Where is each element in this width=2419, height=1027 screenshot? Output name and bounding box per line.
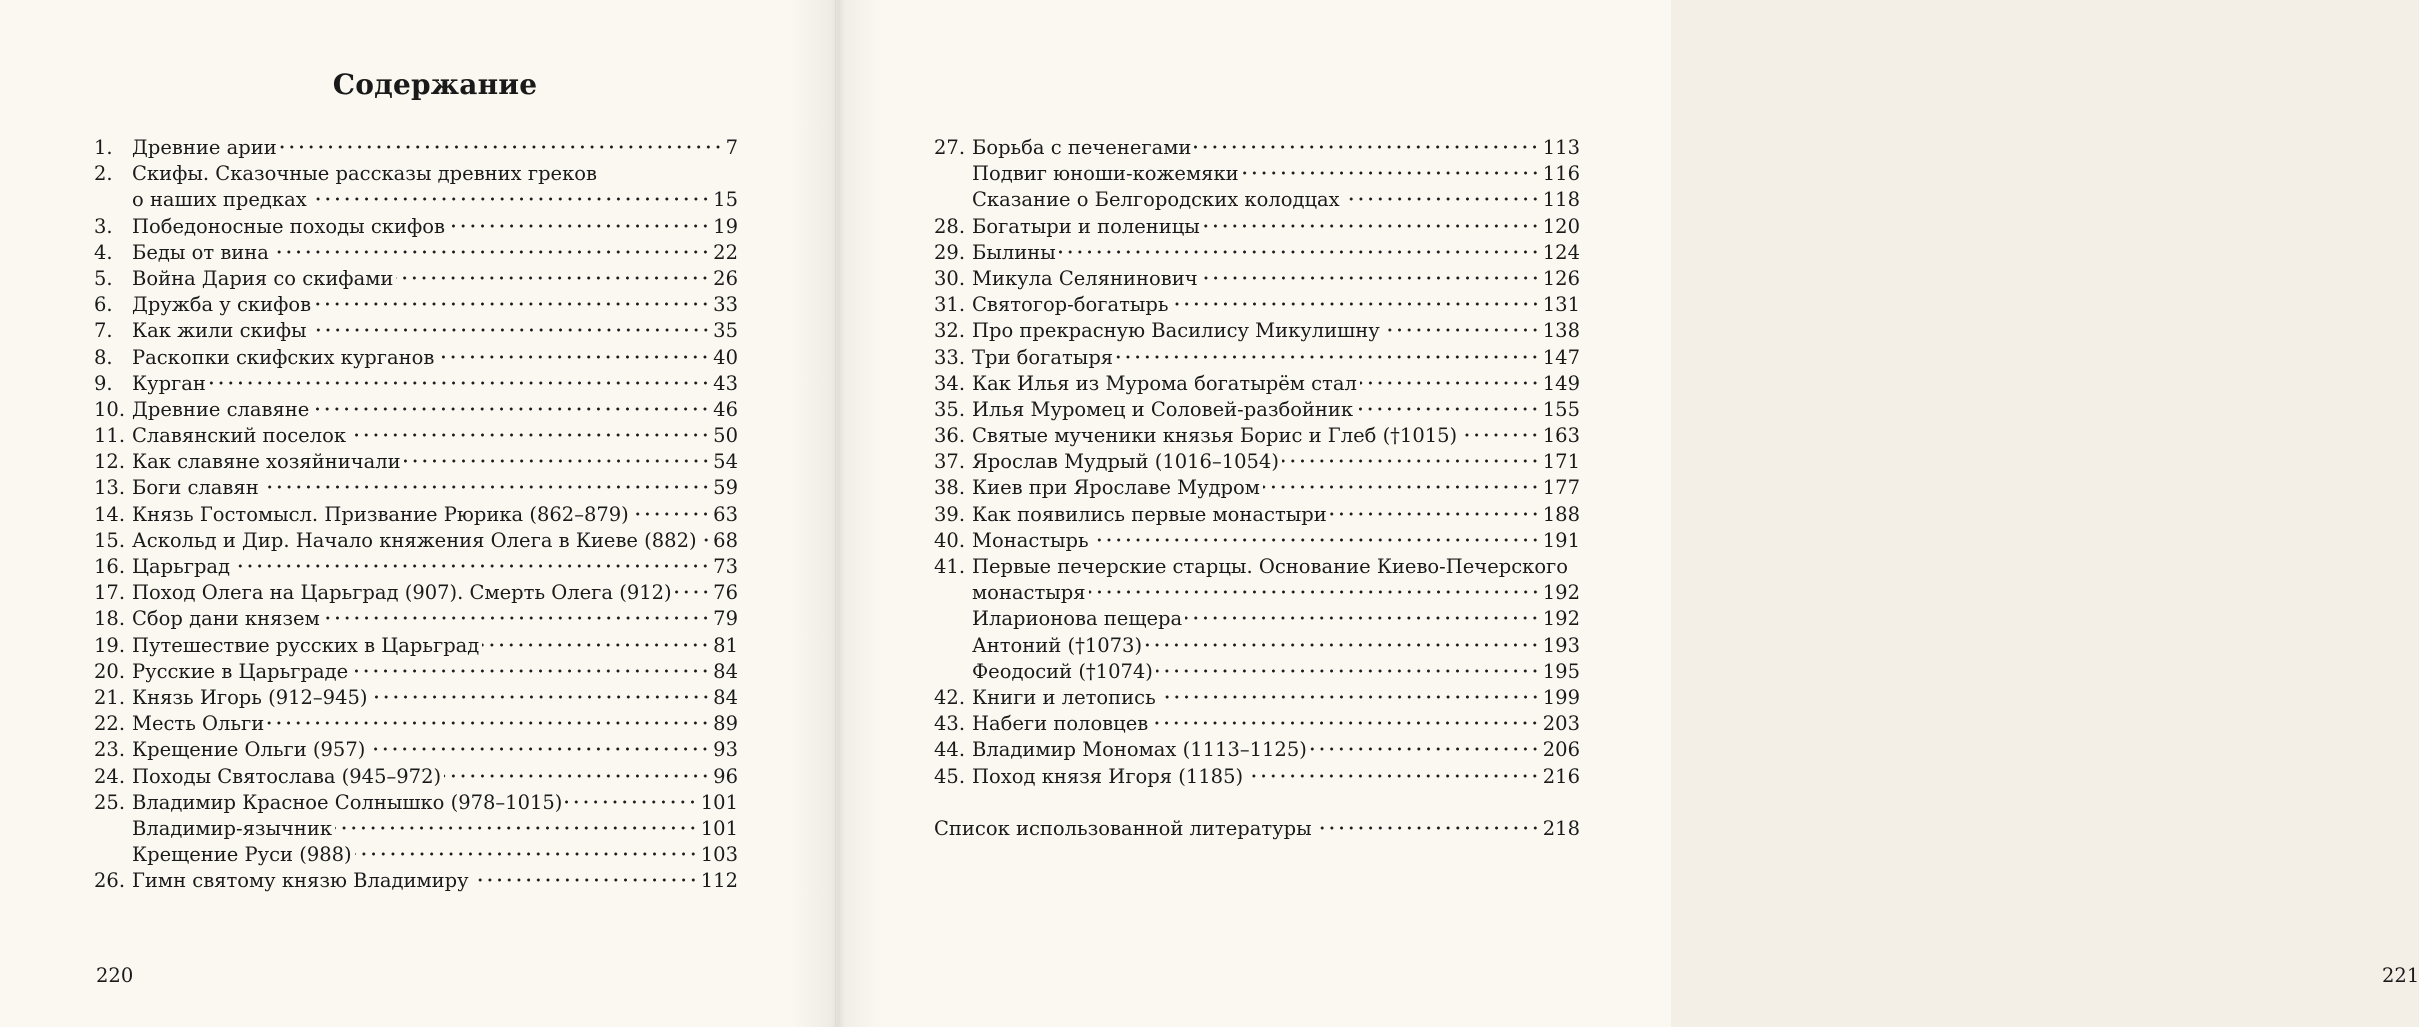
toc-entry-title: Богатыри и поленицы	[972, 214, 1200, 238]
toc-entry	[94, 475, 738, 501]
toc-entry-title: Книги и летопись	[972, 685, 1156, 709]
toc-entry-title: Боги славян	[132, 476, 259, 500]
toc-entry	[94, 554, 738, 580]
toc-entry	[934, 580, 1580, 606]
dot-leader	[349, 433, 710, 437]
toc-entry-number: 34.	[934, 371, 966, 395]
toc-entry-title: Борьба с печенегами	[972, 136, 1192, 159]
toc-entry-page: 195	[1542, 659, 1580, 683]
toc-entry-page: 84	[713, 659, 738, 683]
dot-leader	[472, 878, 698, 882]
toc-entry-number: 24.	[94, 764, 126, 788]
dot-leader	[632, 512, 710, 516]
dot-leader	[565, 800, 697, 804]
toc-entry-title: Как появились первые монастыри	[972, 502, 1327, 526]
toc-entry	[934, 187, 1580, 213]
toc-entry	[94, 764, 738, 790]
toc-entry-title: Владимир-язычник	[132, 816, 333, 840]
toc-entry-page: 63	[713, 502, 738, 526]
dot-leader	[1172, 302, 1540, 306]
toc-entry	[934, 318, 1580, 344]
toc-entry-title: Сказание о Белгородских колодцах	[972, 188, 1340, 212]
toc-entry	[94, 633, 738, 659]
dot-leader	[312, 407, 710, 411]
toc-entry-number: 14.	[94, 502, 126, 526]
dot-leader	[368, 747, 710, 751]
toc-entry-page: 103	[700, 843, 738, 867]
toc-entry-page: 155	[1542, 397, 1580, 421]
toc-entry	[94, 318, 738, 344]
toc-entry-page: 203	[1542, 712, 1580, 736]
toc-entry	[934, 371, 1580, 397]
toc-entry	[934, 554, 1580, 580]
toc-entry-title: Киев при Ярославе Мудром	[972, 476, 1260, 500]
toc-entry-title: Три богатыря	[972, 345, 1114, 369]
dot-leader	[1203, 224, 1540, 228]
toc-entry-number: 9.	[94, 371, 113, 395]
toc-entry-page: 96	[713, 764, 738, 788]
dot-leader	[1343, 197, 1540, 201]
toc-entry-title: Путешествие русских в Царьград	[132, 633, 480, 657]
dot-leader	[1089, 590, 1540, 594]
dot-leader	[1116, 355, 1540, 359]
dot-leader	[1315, 826, 1540, 830]
toc-entry	[94, 502, 738, 528]
toc-entry-title: Былины	[972, 240, 1056, 264]
toc-entry-page: 59	[713, 476, 738, 500]
toc-entry-title: о наших предках	[132, 188, 307, 212]
toc-list-left	[94, 135, 738, 894]
toc-entry-page: 40	[713, 345, 738, 369]
toc-entry	[934, 135, 1580, 161]
toc-entry-page: 147	[1542, 345, 1580, 369]
dot-leader	[482, 643, 710, 647]
toc-entry	[94, 345, 738, 371]
toc-entry-title: монастыря	[972, 581, 1086, 605]
dot-leader	[1185, 616, 1540, 620]
toc-entry-title: Раскопки скифских курганов	[132, 345, 435, 369]
toc-entry	[934, 764, 1580, 790]
toc-entry-number: 15.	[94, 528, 126, 552]
toc-entry-page: 7	[725, 136, 738, 159]
toc-entry-title: Древние арии	[132, 136, 277, 159]
toc-entry-page: 120	[1542, 214, 1580, 238]
toc-entry	[934, 659, 1580, 685]
toc-entry-title: Список использованной литературы	[934, 816, 1312, 840]
toc-entry-page: 46	[713, 397, 738, 421]
dot-leader	[700, 538, 711, 542]
toc-entry	[94, 423, 738, 449]
left-page	[0, 0, 835, 1027]
toc-entry-title: Илья Муромец и Соловей-разбойник	[972, 397, 1354, 421]
toc-entry-page: 43	[713, 371, 738, 395]
toc-entry	[94, 659, 738, 685]
toc-entry-number: 6.	[94, 293, 113, 317]
toc-entry	[94, 790, 738, 816]
toc-entry-number: 30.	[934, 266, 966, 290]
toc-entry-page: 138	[1542, 319, 1580, 343]
toc-entry	[94, 868, 738, 894]
toc-entry-number: 33.	[934, 345, 966, 369]
toc-entry-number: 31.	[934, 293, 966, 317]
toc-entry-page: 177	[1542, 476, 1580, 500]
toc-entry	[934, 423, 1580, 449]
toc-entry-number: 29.	[934, 240, 966, 264]
toc-entry	[94, 580, 738, 606]
toc-entry	[934, 711, 1580, 737]
dot-leader	[310, 197, 710, 201]
page-number-right: 221	[2382, 964, 2419, 987]
dot-leader	[437, 355, 710, 359]
toc-entry-page: 188	[1542, 502, 1580, 526]
toc-entry-title: Про прекрасную Василису Микулишну	[972, 319, 1380, 343]
toc-entry	[934, 606, 1580, 632]
dot-leader	[310, 328, 711, 332]
toc-entry-number: 16.	[94, 555, 126, 578]
toc-entry-number: 12.	[94, 450, 126, 474]
toc-entry-page: 35	[713, 319, 738, 343]
toc-entry-number: 7.	[94, 319, 113, 343]
toc-entry-page: 73	[713, 555, 738, 578]
toc-entry-title: Скифы. Сказочные рассказы древних греков	[132, 162, 598, 186]
dot-leader	[1360, 381, 1540, 385]
toc-entry-title: Как славяне хозяйничали	[132, 450, 401, 474]
dot-leader	[1201, 276, 1540, 280]
toc-entry-page: 118	[1542, 188, 1580, 212]
toc-entry	[94, 397, 738, 423]
toc-entry-title: Владимир Мономах (1113–1125)	[972, 738, 1307, 762]
dot-leader	[1330, 512, 1540, 516]
toc-entry-number: 4.	[94, 240, 113, 264]
toc-entry-title: Ярослав Мудрый (1016–1054)	[972, 450, 1279, 474]
toc-entry-title: Славянский поселок	[132, 424, 347, 448]
toc-entry-page: 15	[713, 188, 738, 212]
toc-entry-number: 21.	[94, 685, 126, 709]
spacer	[934, 790, 1580, 816]
toc-entry-number: 40.	[934, 528, 966, 552]
toc-entry-number: 38.	[934, 476, 966, 500]
toc-entry-number: 19.	[94, 633, 126, 657]
dot-leader	[1145, 643, 1540, 647]
toc-entry-title: Курган	[132, 371, 206, 395]
toc-entry-number: 17.	[94, 581, 126, 605]
dot-leader	[396, 276, 710, 280]
toc-entry	[94, 292, 738, 318]
toc-entry-title: Антоний (†1073)	[972, 633, 1143, 657]
toc-entry-title: Набеги половцев	[972, 712, 1149, 736]
dot-leader	[1194, 145, 1539, 149]
toc-entry-page: 50	[713, 424, 738, 448]
toc-entry-number: 10.	[94, 397, 126, 421]
toc-entry-title: Гимн святому князю Владимиру	[132, 869, 469, 893]
toc-entry-title: Крещение Ольги (957)	[132, 738, 366, 762]
toc-entry-title: Победоносные походы скифов	[132, 214, 445, 238]
dot-leader	[335, 826, 698, 830]
dot-leader	[209, 381, 710, 385]
toc-entry-title: Царьград	[132, 555, 231, 578]
dot-leader	[323, 616, 710, 620]
toc-entry-page: 112	[700, 869, 738, 893]
toc-entry	[934, 449, 1580, 475]
toc-entry-page: 206	[1542, 738, 1580, 762]
toc-entry	[934, 266, 1580, 292]
toc-entry-page: 199	[1542, 685, 1580, 709]
toc-entry-title: Иларионова пещера	[972, 607, 1183, 631]
dot-leader	[444, 774, 710, 778]
dot-leader	[267, 721, 710, 725]
toc-entry-title: Феодосий (†1074)	[972, 659, 1153, 683]
toc-entry-page: 101	[700, 790, 738, 814]
toc-entry-page: 216	[1542, 764, 1580, 788]
toc-entry-page: 218	[1542, 816, 1580, 840]
dot-leader	[404, 459, 711, 463]
toc-entry	[934, 161, 1580, 187]
toc-entry-page: 89	[713, 712, 738, 736]
dot-leader	[1242, 171, 1540, 175]
toc-entry-number: 23.	[94, 738, 126, 762]
toc-entry	[94, 606, 738, 632]
toc-entry-page: 81	[713, 633, 738, 657]
toc-entry-number: 8.	[94, 345, 113, 369]
dot-leader	[1460, 433, 1540, 437]
toc-entry-page: 93	[713, 738, 738, 762]
toc-entry-page: 68	[713, 528, 738, 552]
toc-entry-page: 149	[1542, 371, 1580, 395]
toc-entry-page: 192	[1542, 581, 1580, 605]
toc-entry-number: 42.	[934, 685, 966, 709]
dot-leader	[675, 590, 711, 594]
dot-leader	[351, 669, 710, 673]
toc-entry-title: Русские в Царьграде	[132, 659, 349, 683]
toc-entry-page: 54	[713, 450, 738, 474]
toc-entry	[934, 502, 1580, 528]
toc-entry-title: Первые печерские старцы. Основание Киево-Печерского	[972, 555, 1569, 578]
toc-entry-number: 11.	[94, 424, 126, 448]
toc-entry	[934, 345, 1580, 371]
toc-entry-page: 192	[1542, 607, 1580, 631]
dot-leader	[1059, 250, 1540, 254]
toc-entry-title: Поход князя Игоря (1185)	[972, 764, 1244, 788]
dot-leader	[1356, 407, 1540, 411]
toc-entry-number: 22.	[94, 712, 126, 736]
toc-entry-title: Как Илья из Мурома богатырём стал	[972, 371, 1357, 395]
toc-entry	[94, 842, 738, 868]
dot-leader	[1282, 459, 1540, 463]
toc-entry-page: 33	[713, 293, 738, 317]
dot-leader	[1156, 669, 1540, 673]
toc-entry-title: Крещение Руси (988)	[132, 843, 352, 867]
toc-entry-number: 2.	[94, 162, 113, 186]
toc-entry-page: 76	[713, 581, 738, 605]
toc-entry-number: 44.	[934, 738, 966, 762]
dot-leader	[371, 695, 711, 699]
dot-leader	[355, 852, 698, 856]
toc-entry-bibliography	[934, 816, 1580, 842]
toc-entry-title: Аскольд и Дир. Начало княжения Олега в Киеве (882)	[132, 528, 697, 552]
toc-entry-title: Война Дария со скифами	[132, 266, 394, 290]
toc-entry-page: 84	[713, 685, 738, 709]
toc-entry	[94, 135, 738, 161]
toc-entry-title: Древние славяне	[132, 397, 310, 421]
toc-entry	[94, 240, 738, 266]
toc-entry-title: Походы Святослава (945–972)	[132, 764, 442, 788]
dot-leader	[1159, 695, 1540, 699]
toc-entry	[934, 240, 1580, 266]
toc-entry-number: 39.	[934, 502, 966, 526]
toc-entry-number: 5.	[94, 266, 113, 290]
toc-entry-title: Подвиг юноши-кожемяки	[972, 162, 1239, 186]
toc-entry-page: 191	[1542, 528, 1580, 552]
dot-leader	[1383, 328, 1540, 332]
toc-entry	[934, 685, 1580, 711]
toc-entry	[934, 737, 1580, 763]
toc-entry-number: 13.	[94, 476, 126, 500]
toc-entry-page: 193	[1542, 633, 1580, 657]
toc-entry	[94, 737, 738, 763]
toc-entry-number: 3.	[94, 214, 113, 238]
dot-leader	[1310, 747, 1540, 751]
toc-entry-page: 113	[1542, 136, 1580, 159]
toc-entry	[934, 528, 1580, 554]
toc-entry-page: 124	[1542, 240, 1580, 264]
toc-entry	[94, 371, 738, 397]
toc-entry-page: 131	[1542, 293, 1580, 317]
toc-entry-title: Микула Селянинович	[972, 266, 1198, 290]
toc-entry-title: Месть Ольги	[132, 712, 265, 736]
toc-entry-title: Святогор-богатырь	[972, 293, 1169, 317]
toc-entry-page: 79	[713, 607, 738, 631]
toc-entry	[934, 397, 1580, 423]
toc-entry-page: 126	[1542, 266, 1580, 290]
toc-entry	[934, 292, 1580, 318]
dot-leader	[1246, 774, 1540, 778]
page-number-left: 220	[96, 964, 134, 987]
toc-entry-number: 28.	[934, 214, 966, 238]
toc-entry	[934, 475, 1580, 501]
dot-leader	[1263, 485, 1540, 489]
toc-entry-title: Святые мученики князья Борис и Глеб (†1015)	[972, 424, 1458, 448]
toc-entry-page: 171	[1542, 450, 1580, 474]
toc-entry-title: Дружба у скифов	[132, 293, 312, 317]
toc-entry-title: Беды от вина	[132, 240, 269, 264]
toc-entry-number: 37.	[934, 450, 966, 474]
dot-leader	[1092, 538, 1540, 542]
toc-list-right	[934, 135, 1580, 842]
toc-entry	[94, 449, 738, 475]
dot-leader	[448, 224, 710, 228]
dot-leader	[1151, 721, 1540, 725]
dot-leader	[314, 302, 710, 306]
toc-entry-number: 45.	[934, 764, 966, 788]
dot-leader	[262, 485, 710, 489]
toc-entry-page: 19	[713, 214, 738, 238]
toc-entry-title: Как жили скифы	[132, 319, 307, 343]
toc-entry	[94, 685, 738, 711]
toc-entry	[94, 816, 738, 842]
page-title: Содержание	[332, 68, 538, 101]
toc-entry-title: Поход Олега на Царьград (907). Смерть Олега (912)	[132, 581, 672, 605]
toc-entry	[94, 187, 738, 213]
dot-leader	[233, 564, 710, 568]
toc-entry-number: 32.	[934, 319, 966, 343]
toc-entry	[94, 161, 738, 187]
toc-entry-page: 22	[713, 240, 738, 264]
toc-entry-number: 41.	[934, 555, 966, 578]
dot-leader	[280, 145, 723, 149]
toc-entry-number: 20.	[94, 659, 126, 683]
toc-entry-title: Князь Гостомысл. Призвание Рюрика (862–879)	[132, 502, 629, 526]
toc-entry	[94, 214, 738, 240]
toc-entry-title: Князь Игорь (912–945)	[132, 685, 368, 709]
toc-entry-number: 25.	[94, 790, 126, 814]
toc-entry	[934, 214, 1580, 240]
toc-entry-page: 163	[1542, 424, 1580, 448]
toc-entry-title: Владимир Красное Солнышко (978–1015)	[132, 790, 563, 814]
toc-entry-number: 43.	[934, 712, 966, 736]
toc-entry-number: 18.	[94, 607, 126, 631]
toc-entry	[94, 711, 738, 737]
toc-entry-page: 26	[713, 266, 738, 290]
toc-entry-number: 1.	[94, 136, 113, 159]
toc-entry	[934, 633, 1580, 659]
dot-leader	[272, 250, 710, 254]
toc-entry-number: 26.	[94, 869, 126, 893]
toc-entry-number: 35.	[934, 397, 966, 421]
toc-entry-number: 36.	[934, 424, 966, 448]
toc-entry-title: Монастырь	[972, 528, 1089, 552]
toc-entry	[94, 528, 738, 554]
toc-entry-page: 116	[1542, 162, 1580, 186]
toc-entry-number: 27.	[934, 136, 966, 159]
toc-entry	[94, 266, 738, 292]
toc-entry-title: Сбор дани князем	[132, 607, 320, 631]
toc-entry-page: 101	[700, 816, 738, 840]
